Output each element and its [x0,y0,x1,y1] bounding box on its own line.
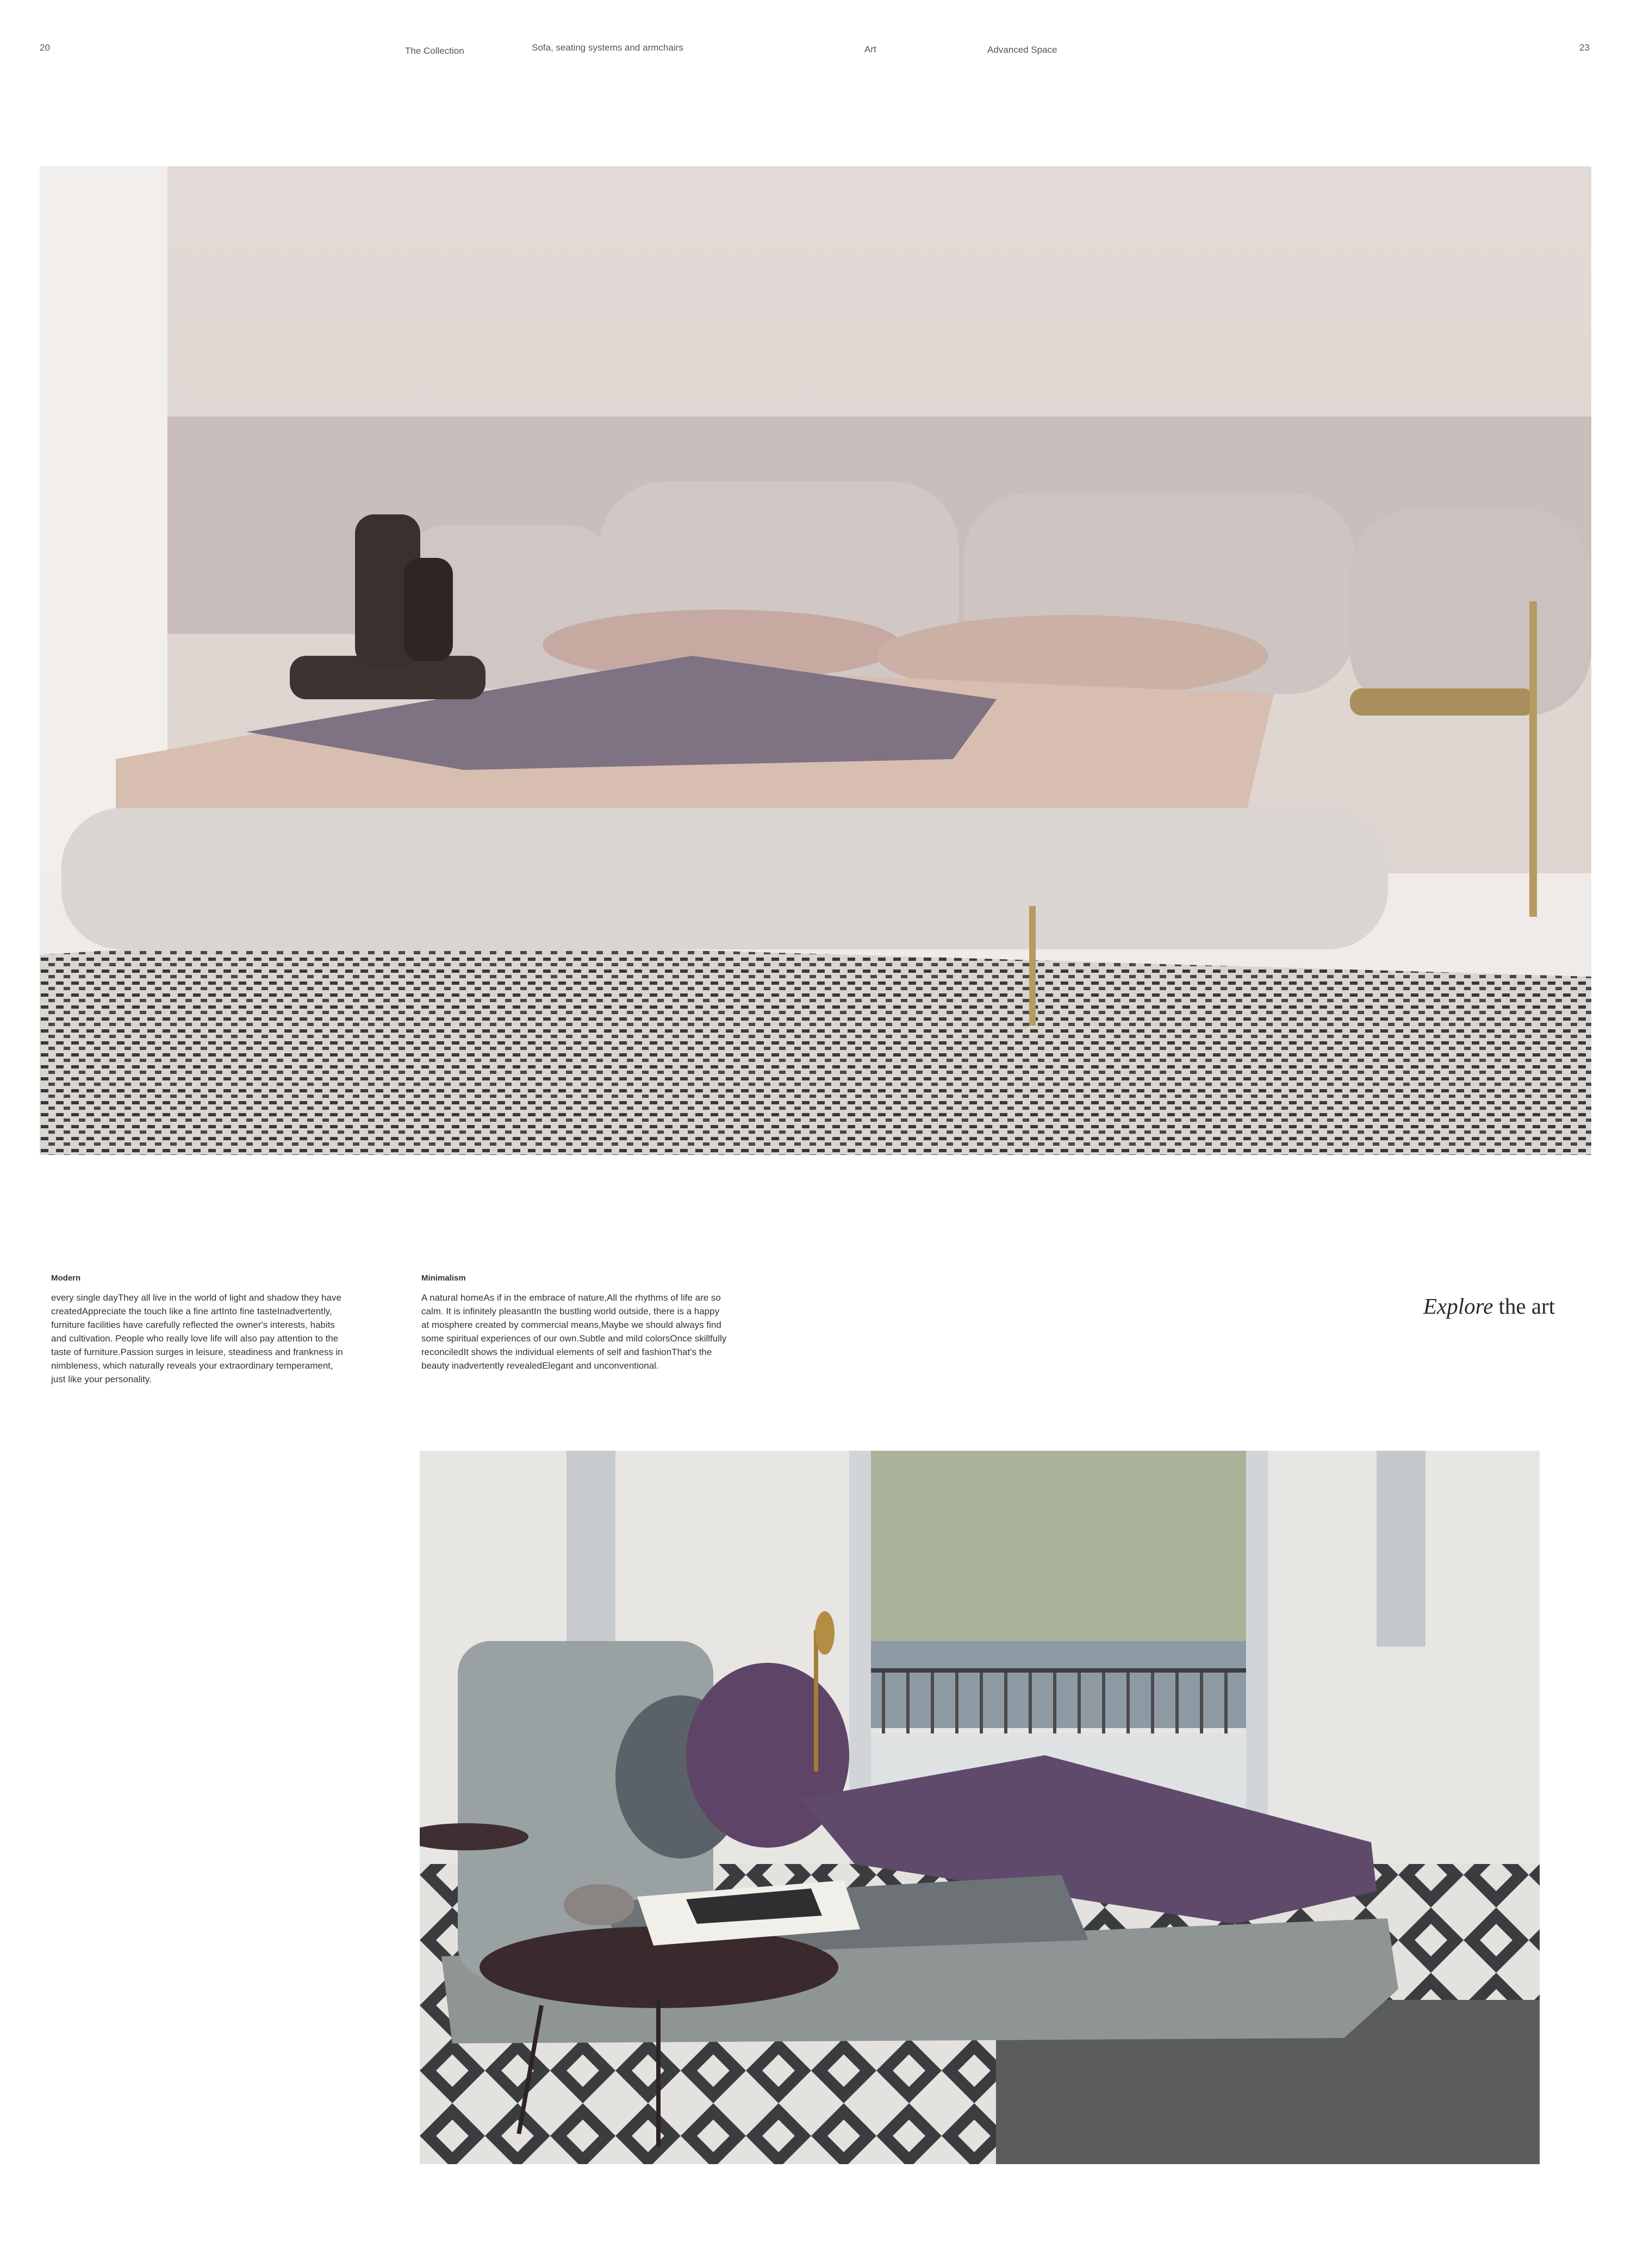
modern-line: createdAppreciate the touch like a fine artInto fine tasteInadvertently, [51,1306,332,1316]
minimalism-line: reconciledIt shows the individual elements of self and fashionThat's the [421,1347,712,1357]
modern-line: just like your personality. [51,1374,152,1384]
modern-line: taste of furniture.Passion surges in leisure, steadiness and frankness in [51,1347,343,1357]
minimalism-line: beauty inadvertently revealedElegant and unconventional. [421,1360,659,1371]
explore-tagline [1423,1293,1555,1319]
minimalism-line: some spiritual experiences of our own.Subtle and mild colorsOnce skillfully [421,1333,727,1344]
page-number-right: 23 [1579,42,1590,53]
bed-photo-bottom [420,1451,1540,2164]
bed-photo-top [40,166,1591,1155]
modern-line: nimbleness, which naturally reveals your extraordinary temperament, [51,1360,333,1371]
page-number-left: 20 [40,42,50,53]
minimalism-line: calm. It is infinitely pleasantIn the bustling world outside, there is a happy [421,1306,720,1316]
tagline-rest: the art [1493,1294,1555,1319]
category-title: Sofa, seating systems and armchairs [532,42,683,53]
art-title: Art [864,44,876,54]
column-modern-text [51,1291,399,1386]
minimalism-line: at mosphere created by commercial means,Maybe we should always find [421,1320,721,1330]
section-title: The Collection [405,46,464,56]
modern-line: every single dayThey all live in the world of light and shadow they have [51,1293,341,1303]
modern-line: furniture facilities have carefully reflected the owner's interests, habits [51,1320,335,1330]
modern-line: and cultivation. People who really love life will also pay attention to the [51,1333,339,1344]
column-modern-title: Modern [51,1273,81,1283]
column-minimalism-title: Minimalism [421,1273,466,1283]
minimalism-line: A natural homeAs if in the embrace of nature,All the rhythms of life are so [421,1293,721,1303]
column-minimalism-text [421,1291,780,1372]
explore-word: Explore [1423,1294,1493,1319]
space-title: Advanced Space [987,45,1057,55]
